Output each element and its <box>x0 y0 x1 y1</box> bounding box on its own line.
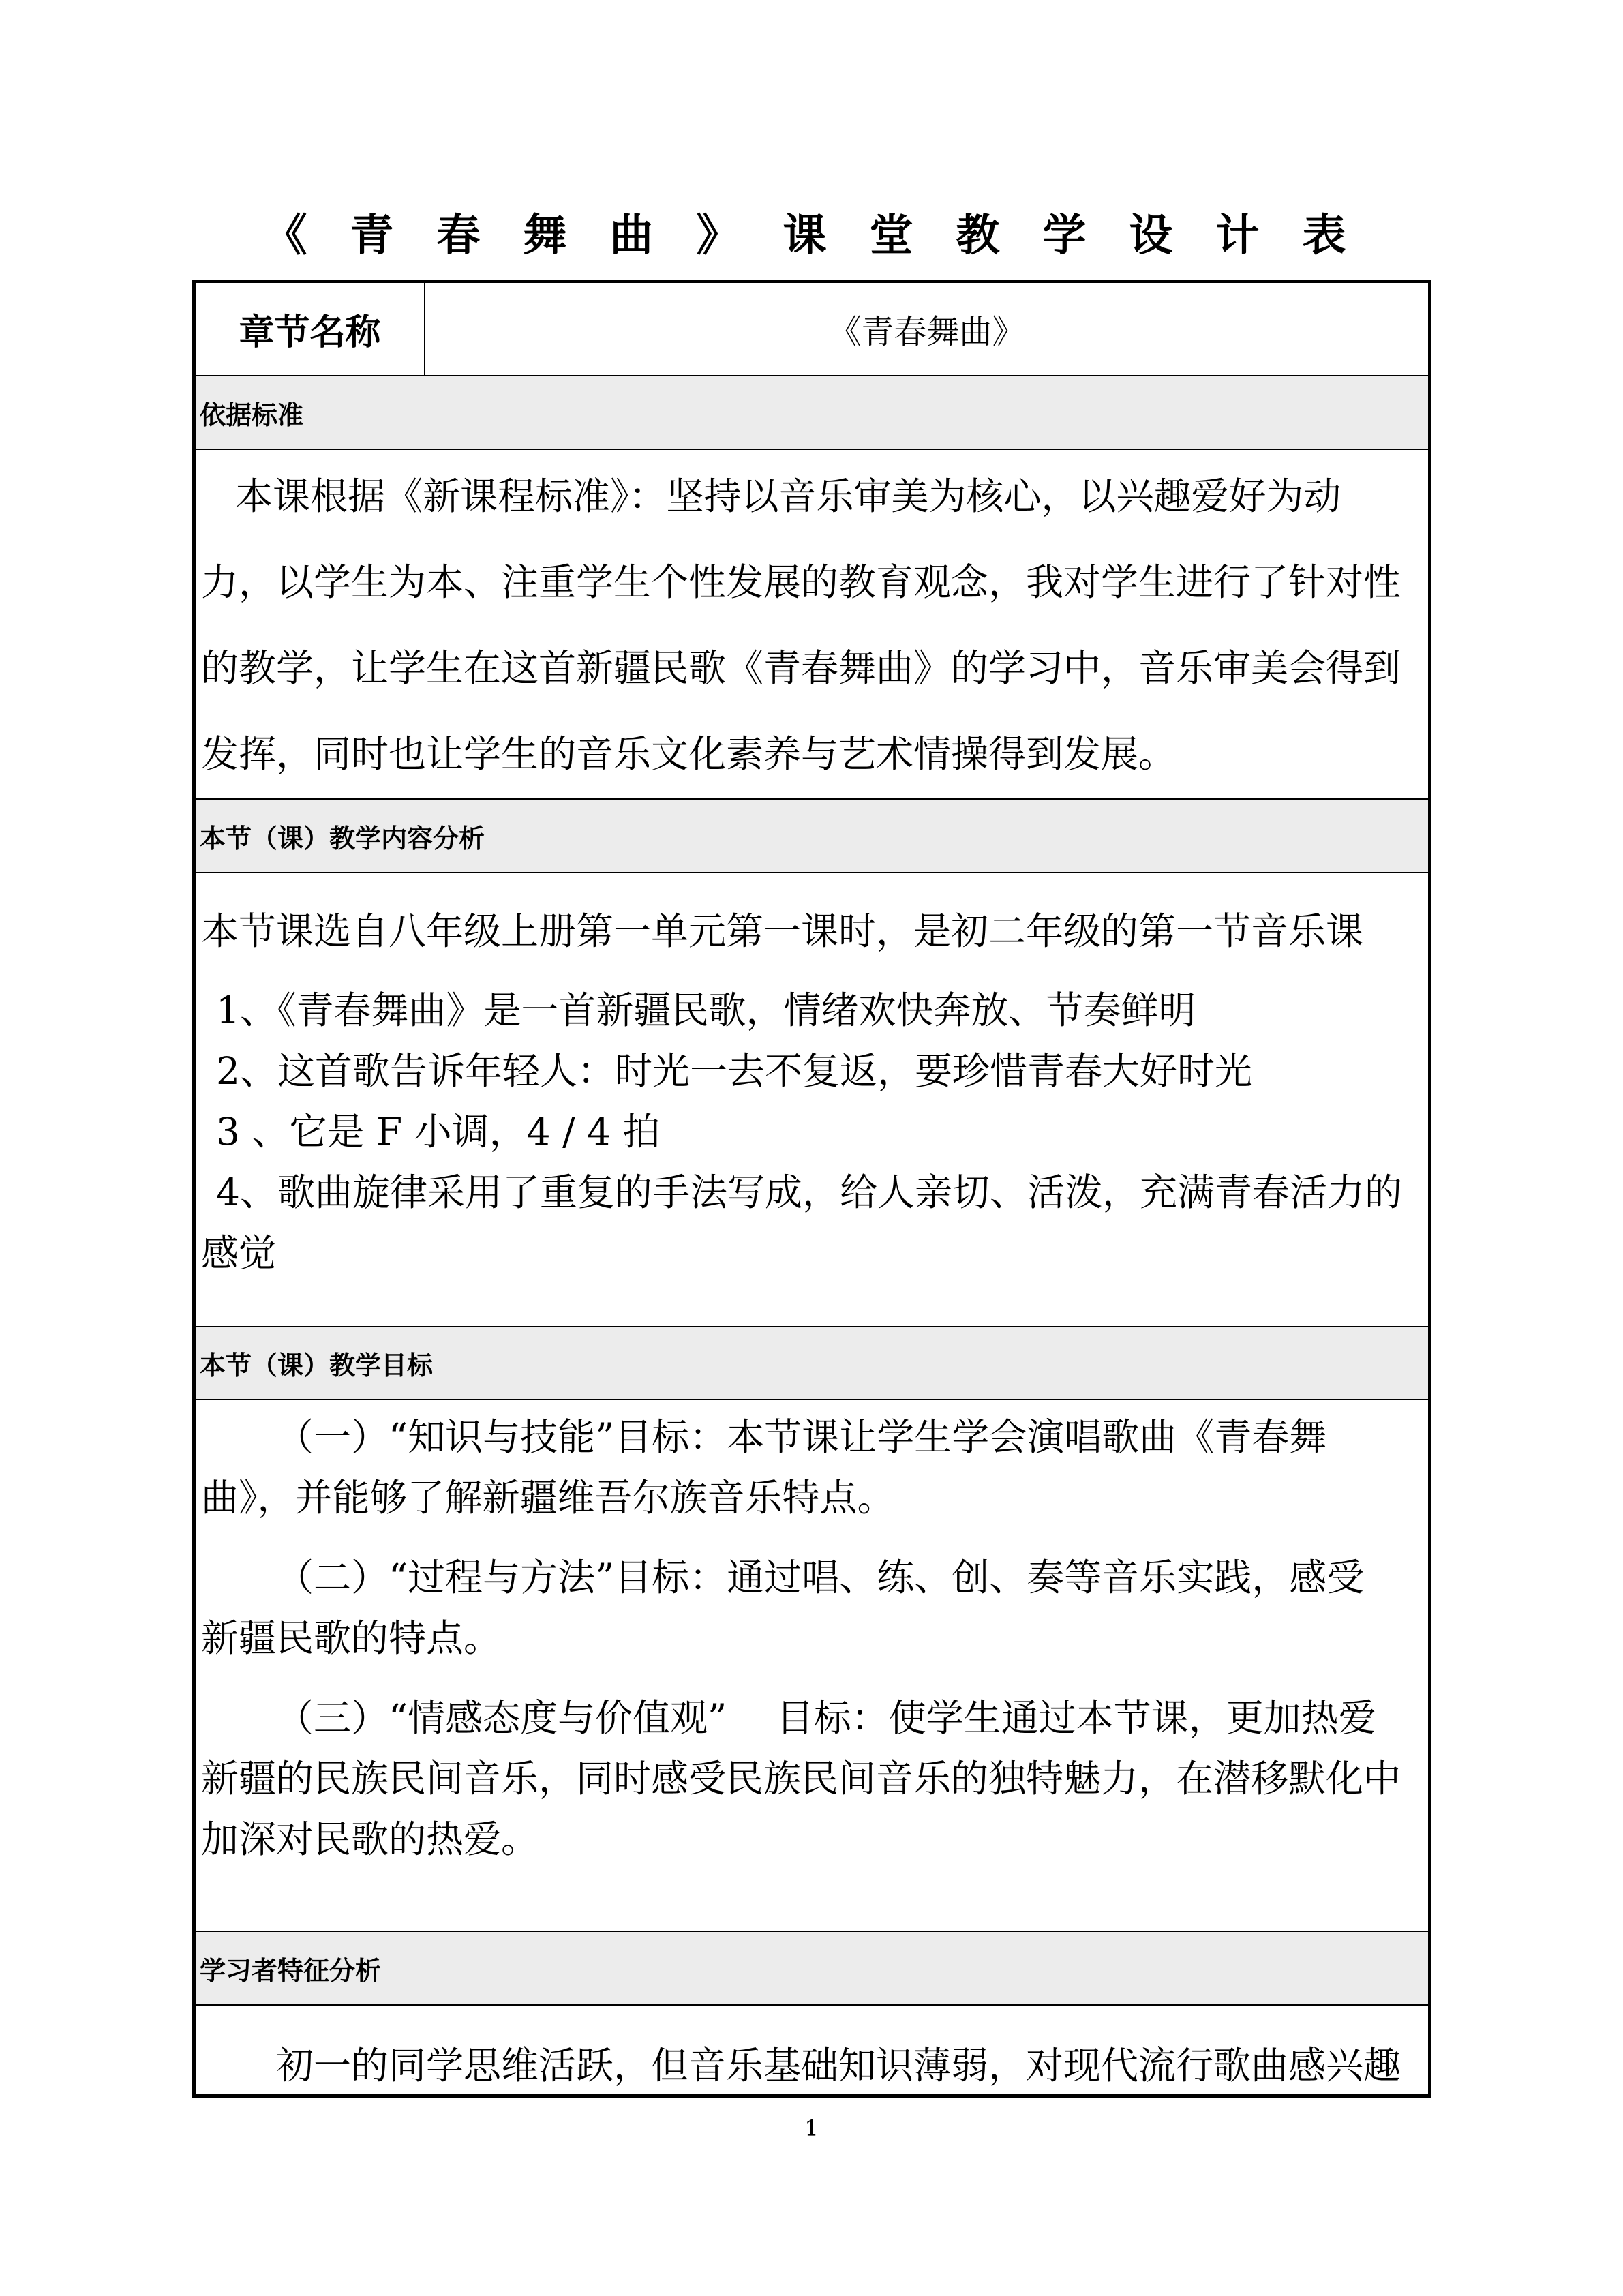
list-item-continuation: 感觉 <box>201 1231 277 1275</box>
list-item: 3 、它是 F 小调，4 / 4 拍 <box>216 1110 661 1153</box>
section-heading-goals: 本节（课）教学目标 <box>196 1326 1428 1399</box>
text-line: 曲》，并能够了解新疆维吾尔族音乐特点。 <box>201 1476 895 1520</box>
section-heading-learner-analysis: 学习者特征分析 <box>196 1931 1428 2004</box>
section-body-learner-analysis <box>196 2004 1428 2094</box>
chapter-row <box>196 283 1428 375</box>
text-line: （三）“情感态度与价值观” 目标：使学生通过本节课，更加热爱 <box>276 1696 1376 1740</box>
text-line: 初一的同学思维活跃，但音乐基础知识薄弱，对现代流行歌曲感兴趣 <box>276 2044 1401 2087</box>
text-line: 的教学，让学生在这首新疆民歌《青春舞曲》的学习中，音乐审美会得到 <box>201 646 1401 690</box>
section-heading-basis: 依据标准 <box>196 375 1428 449</box>
text-line: 发挥，同时也让学生的音乐文化素养与艺术情操得到发展。 <box>201 732 1177 776</box>
goal-paragraph-attitude <box>201 1688 1424 1870</box>
text-line: 新疆民歌的特点。 <box>201 1616 502 1660</box>
section-body-goals <box>196 1399 1428 1931</box>
section-heading-content-analysis: 本节（课）教学内容分析 <box>196 798 1428 872</box>
lesson-design-table <box>192 280 1431 2098</box>
text-line: 新疆的民族民间音乐，同时感受民族民间音乐的独特魅力，在潜移默化中 <box>201 1757 1401 1800</box>
text-line: 本课根据《新课程标准》：坚持以音乐审美为核心，以兴趣爱好为动 <box>235 474 1341 518</box>
goal-paragraph-knowledge <box>201 1407 1424 1528</box>
text-line: （一）“知识与技能”目标：本节课让学生学会演唱歌曲《青春舞 <box>276 1415 1327 1459</box>
chapter-value: 《青春舞曲》 <box>828 313 1025 351</box>
document-title: 《青春舞曲》课堂教学设计表 <box>263 210 1389 261</box>
chapter-label: 章节名称 <box>196 283 425 375</box>
section-body-basis <box>196 449 1428 798</box>
text-line: 力，以学生为本、注重学生个性发展的教育观念，我对学生进行了针对性 <box>201 560 1401 604</box>
intro-line: 本节课选自八年级上册第一单元第一课时，是初二年级的第一节音乐课 <box>201 909 1364 953</box>
list-item: 1、《青春舞曲》是一首新疆民歌，情绪欢快奔放、节奏鲜明 <box>216 988 1196 1032</box>
text-line: （二）“过程与方法”目标：通过唱、练、创、奏等音乐实践，感受 <box>276 1556 1365 1599</box>
section-body-content-analysis <box>196 872 1428 1326</box>
page-number: 1 <box>804 2115 819 2141</box>
goal-paragraph-process <box>201 1547 1424 1669</box>
text-line: 加深对民歌的热爱。 <box>201 1817 539 1861</box>
list-item: 4、歌曲旋律采用了重复的手法写成，给人亲切、活泼，充满青春活力的 <box>216 1170 1402 1214</box>
list-item: 2、这首歌告诉年轻人：时光一去不复返，要珍惜青春大好时光 <box>216 1049 1252 1093</box>
